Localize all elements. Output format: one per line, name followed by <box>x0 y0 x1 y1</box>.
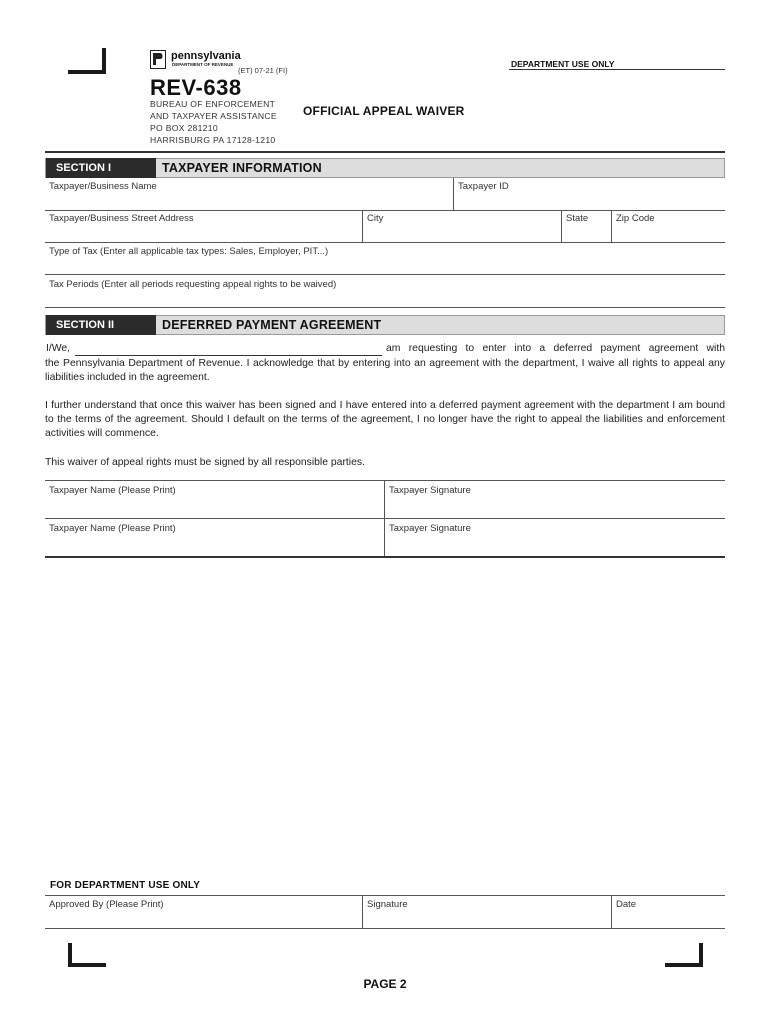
approved-by-field[interactable]: Approved By (Please Print) <box>49 899 164 910</box>
logo-subtext: DEPARTMENT OF REVENUE <box>172 62 234 67</box>
address-line: BUREAU OF ENFORCEMENT <box>150 99 276 109</box>
row-divider <box>45 518 725 519</box>
field-divider <box>453 178 454 211</box>
street-address-field[interactable]: Taxpayer/Business Street Address <box>49 213 194 224</box>
form-number: REV-638 <box>150 75 242 100</box>
dept-section-title: FOR DEPARTMENT USE ONLY <box>50 880 201 891</box>
dept-use-line <box>509 69 725 70</box>
taxpayer-signature-field-2[interactable]: Taxpayer Signature <box>389 523 471 534</box>
dept-top-line <box>45 895 725 896</box>
form-title: OFFICIAL APPEAL WAIVER <box>303 104 465 118</box>
dept-signature-field[interactable]: Signature <box>367 899 408 910</box>
section-1-title: TAXPAYER INFORMATION <box>162 161 322 175</box>
dept-use-only-label: DEPARTMENT USE ONLY <box>511 59 615 69</box>
header-divider <box>45 151 725 153</box>
agreement-paragraph-1: the Pennsylvania Department of Revenue. I acknowledge that by entering into an agreement with the department, I waive all rights to appeal any liabilities included in the agreement. <box>45 358 725 383</box>
taxpayer-name-field-2[interactable]: Taxpayer Name (Please Print) <box>49 523 176 534</box>
iwe-name-input[interactable] <box>75 355 382 356</box>
address-line: HARRISBURG PA 17128-1210 <box>150 135 276 145</box>
state-field[interactable]: State <box>566 213 589 224</box>
agreement-paragraph-3: This waiver of appeal rights must be signed by all responsible parties. <box>45 457 365 468</box>
taxpayer-signature-field-1[interactable]: Taxpayer Signature <box>389 485 471 496</box>
field-divider <box>611 895 612 929</box>
city-field[interactable]: City <box>367 213 384 224</box>
pa-logo <box>150 50 240 70</box>
section-2-tag: SECTION II <box>46 315 156 335</box>
taxpayer-id-field[interactable]: Taxpayer ID <box>458 181 509 192</box>
row-divider <box>45 556 725 558</box>
row-divider <box>45 274 725 275</box>
dept-bottom-line <box>45 928 725 929</box>
form-code: (ET) 07-21 (FI) <box>238 66 288 75</box>
business-name-field[interactable]: Taxpayer/Business Name <box>49 181 157 192</box>
bureau-address <box>150 98 277 146</box>
agreement-line1: am requesting to enter into a deferred payment agreement with <box>386 343 725 354</box>
corner-mark-top-left <box>68 48 106 74</box>
date-field[interactable]: Date <box>616 899 637 910</box>
logo-text: pennsylvania <box>171 50 241 62</box>
section-1-tag: SECTION I <box>46 158 156 178</box>
iwe-label: I/We, <box>46 343 71 354</box>
tax-type-field[interactable]: Type of Tax (Enter all applicable tax types: Sales, Employer, PIT...) <box>49 246 329 257</box>
row-divider <box>45 307 725 308</box>
tax-periods-field[interactable]: Tax Periods (Enter all periods requesting appeal rights to be waived) <box>49 279 337 290</box>
row-divider <box>45 242 725 243</box>
field-divider <box>362 210 363 243</box>
section-1-header <box>45 158 725 178</box>
agreement-paragraph-2: I further understand that once this waiver has been signed and I have entered into a deferred payment agreement with the department I am bound to the terms of the agreement. Should I default on the terms of the agreement, I no longer have the right to appeal the liabilities and enforcement activities will commence. <box>45 400 725 439</box>
zip-code-field[interactable]: Zip Code <box>616 213 655 224</box>
taxpayer-name-field-1[interactable]: Taxpayer Name (Please Print) <box>49 485 176 496</box>
keystone-icon <box>150 50 166 69</box>
field-divider <box>611 210 612 243</box>
row-divider <box>45 210 725 211</box>
corner-mark-bottom-left <box>68 943 106 967</box>
corner-mark-bottom-right <box>665 943 703 967</box>
field-divider <box>561 210 562 243</box>
address-line: AND TAXPAYER ASSISTANCE <box>150 111 277 121</box>
page-number: PAGE 2 <box>363 977 407 991</box>
address-line: PO BOX 281210 <box>150 123 218 133</box>
section-2-header <box>45 315 725 335</box>
section-2-title: DEFERRED PAYMENT AGREEMENT <box>162 318 382 332</box>
field-divider <box>362 895 363 929</box>
signer-top-line <box>45 480 725 481</box>
